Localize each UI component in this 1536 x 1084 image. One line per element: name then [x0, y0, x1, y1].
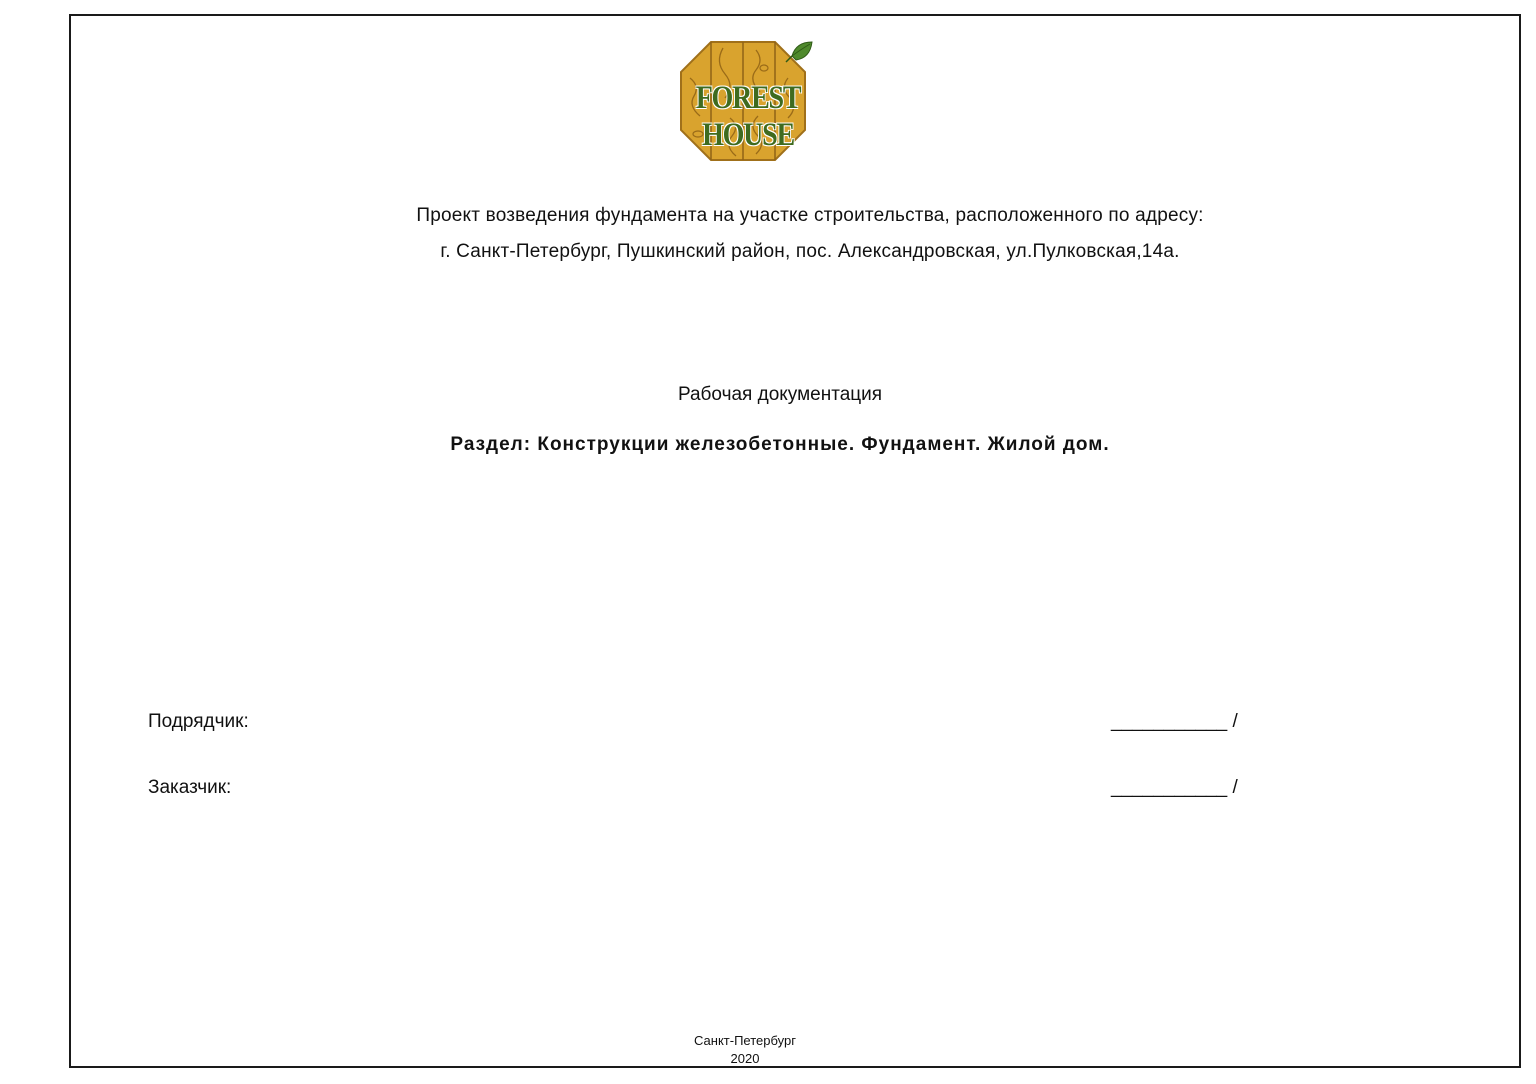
customer-signature-line: ___________ / [1111, 777, 1238, 798]
section-heading: Раздел: Конструкции железобетонные. Фундамент. Жилой дом. [450, 434, 1110, 455]
footer-year: 2020 [730, 1051, 760, 1066]
project-address-line: г. Санкт-Петербург, Пушкинский район, пос. Александровская, ул.Пулковская,14а. [440, 241, 1180, 262]
project-title-line-1: Проект возведения фундамента на участке строительства, расположенного по адресу: [416, 205, 1204, 226]
footer-city: Санкт-Петербург [694, 1033, 796, 1048]
logo-text: FOREST HOUSE [695, 80, 801, 153]
page-frame [69, 14, 1521, 1068]
contractor-label: Подрядчик: [148, 711, 249, 732]
customer-label: Заказчик: [148, 777, 232, 798]
contractor-signature-line: ___________ / [1111, 711, 1238, 732]
documentation-heading: Рабочая документация [677, 384, 883, 405]
